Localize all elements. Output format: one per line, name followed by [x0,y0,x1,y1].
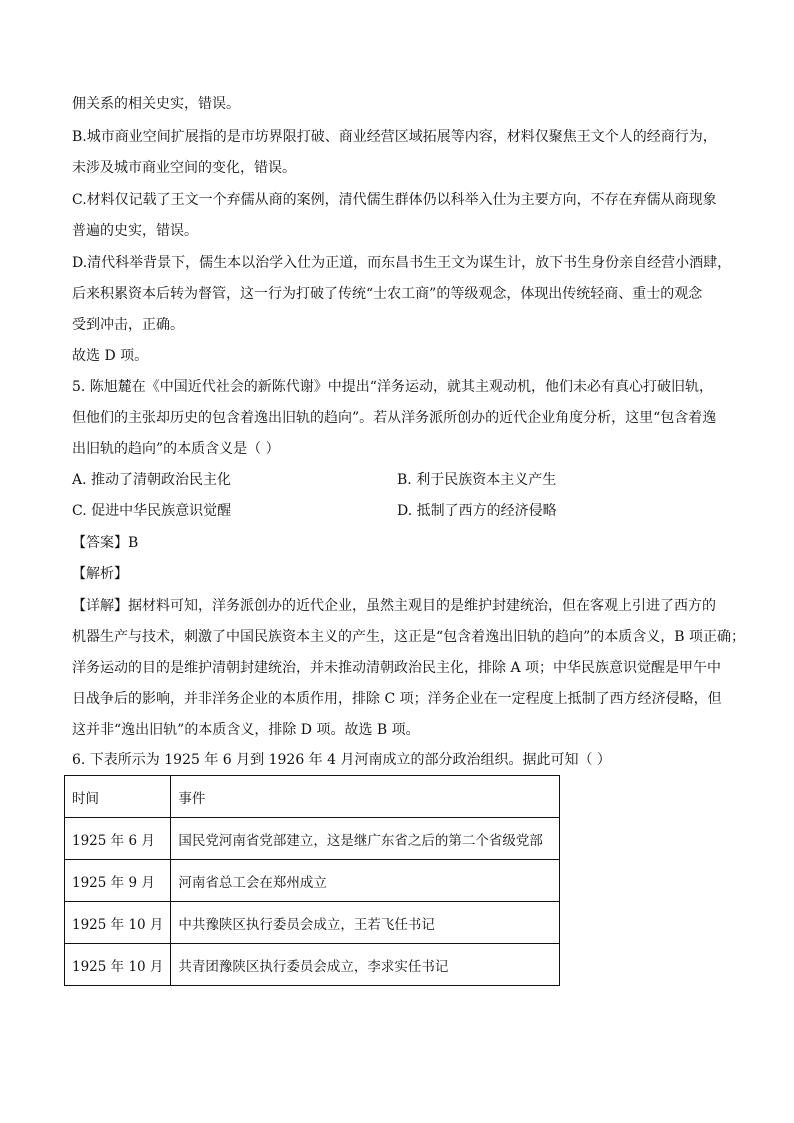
table-cell-time: 1925 年 6 月 [65,818,171,860]
detail-line: 这并非“逸出旧轨”的本质含义，排除 D 项。故选 B 项。 [72,722,420,738]
table-row [65,818,560,860]
option-c: C. 促进中华民族意识觉醒 [72,503,232,519]
table-row [65,860,560,902]
text-line: D.清代科举背景下，儒生本以治学入仕为正道，而东昌书生王文为谋生计，放下书生身份亲自经营小酒肆， [72,255,732,271]
detail-line: 【详解】据材料可知，洋务派创办的近代企业，虽然主观目的是维护封建统治，但在客观上引进了西方的 [72,598,716,614]
events-table [64,775,560,986]
detail-line: 洋务运动的目的是维护清朝封建统治，并未推动清朝政治民主化，排除 A 项；中华民族意识觉醒是甲午中 [72,660,722,676]
table-row [65,944,560,986]
text-line: B.城市商业空间扩展指的是市坊界限打破、商业经营区域拓展等内容，材料仅聚焦王文个人的经商行为， [72,129,717,145]
question-5-stem: 但他们的主张却历史的包含着逸出旧轨的趋向”。若从洋务派所创办的近代企业角度分析，这里“包含着逸 [72,410,717,426]
option-d: D. 抵制了西方的经济侵略 [397,503,557,519]
text-line: 后来积累资本后转为督管，这一行为打破了传统“士农工商”的等级观念，体现出传统轻商、重士的观念 [72,286,703,302]
table-cell-event: 国民党河南省党部建立，这是继广东省之后的第二个省级党部 [171,818,560,860]
table-cell-time: 1925 年 10 月 [65,944,171,986]
question-6-stem: 6. 下表所示为 1925 年 6 月到 1926 年 4 月河南成立的部分政治组织。据此可知（ ） [72,752,611,768]
option-b: B. 利于民族资本主义产生 [397,472,557,488]
table-cell-event: 河南省总工会在郑州成立 [171,860,560,902]
table-cell-time: 1925 年 9 月 [65,860,171,902]
table-cell-event: 共青团豫陕区执行委员会成立，李求实任书记 [171,944,560,986]
option-a: A. 推动了清朝政治民主化 [72,472,232,488]
question-5-stem: 5. 陈旭麓在《中国近代社会的新陈代谢》中提出“洋务运动，就其主观动机，他们未必有真心打破旧轨， [72,379,713,395]
text-line: 普遍的史实，错误。 [72,223,198,239]
text-line: 佣关系的相关史实，错误。 [72,96,240,112]
text-line: C.材料仅记载了王文一个弃儒从商的案例，清代儒生群体仍以科举入仕为主要方向，不存在弃儒从商现象 [72,192,717,208]
table-header-event: 事件 [171,776,560,818]
table-cell-event: 中共豫陕区执行委员会成立，王若飞任书记 [171,902,560,944]
text-line: 故选 D 项。 [72,348,149,364]
detail-line: 日战争后的影响，并非洋务企业的本质作用，排除 C 项；洋务企业在一定程度上抵制了西方经济侵略，但 [72,691,722,707]
table-cell-time: 1925 年 10 月 [65,902,171,944]
table-header-row [65,776,560,818]
question-5-stem: 出旧轨的趋向”的本质含义是（ ） [72,441,280,457]
detail-line: 机器生产与技术，刺激了中国民族资本主义的产生，这正是“包含着逸出旧轨的趋向”的本质含义，B 项正确； [72,629,746,645]
text-line: 未涉及城市商业空间的变化，错误。 [72,160,296,176]
table-header-time: 时间 [65,776,171,818]
table-row [65,902,560,944]
analysis-label: 【解析】 [72,566,128,582]
text-line: 受到冲击，正确。 [72,317,184,333]
answer-label: 【答案】B [72,535,139,551]
